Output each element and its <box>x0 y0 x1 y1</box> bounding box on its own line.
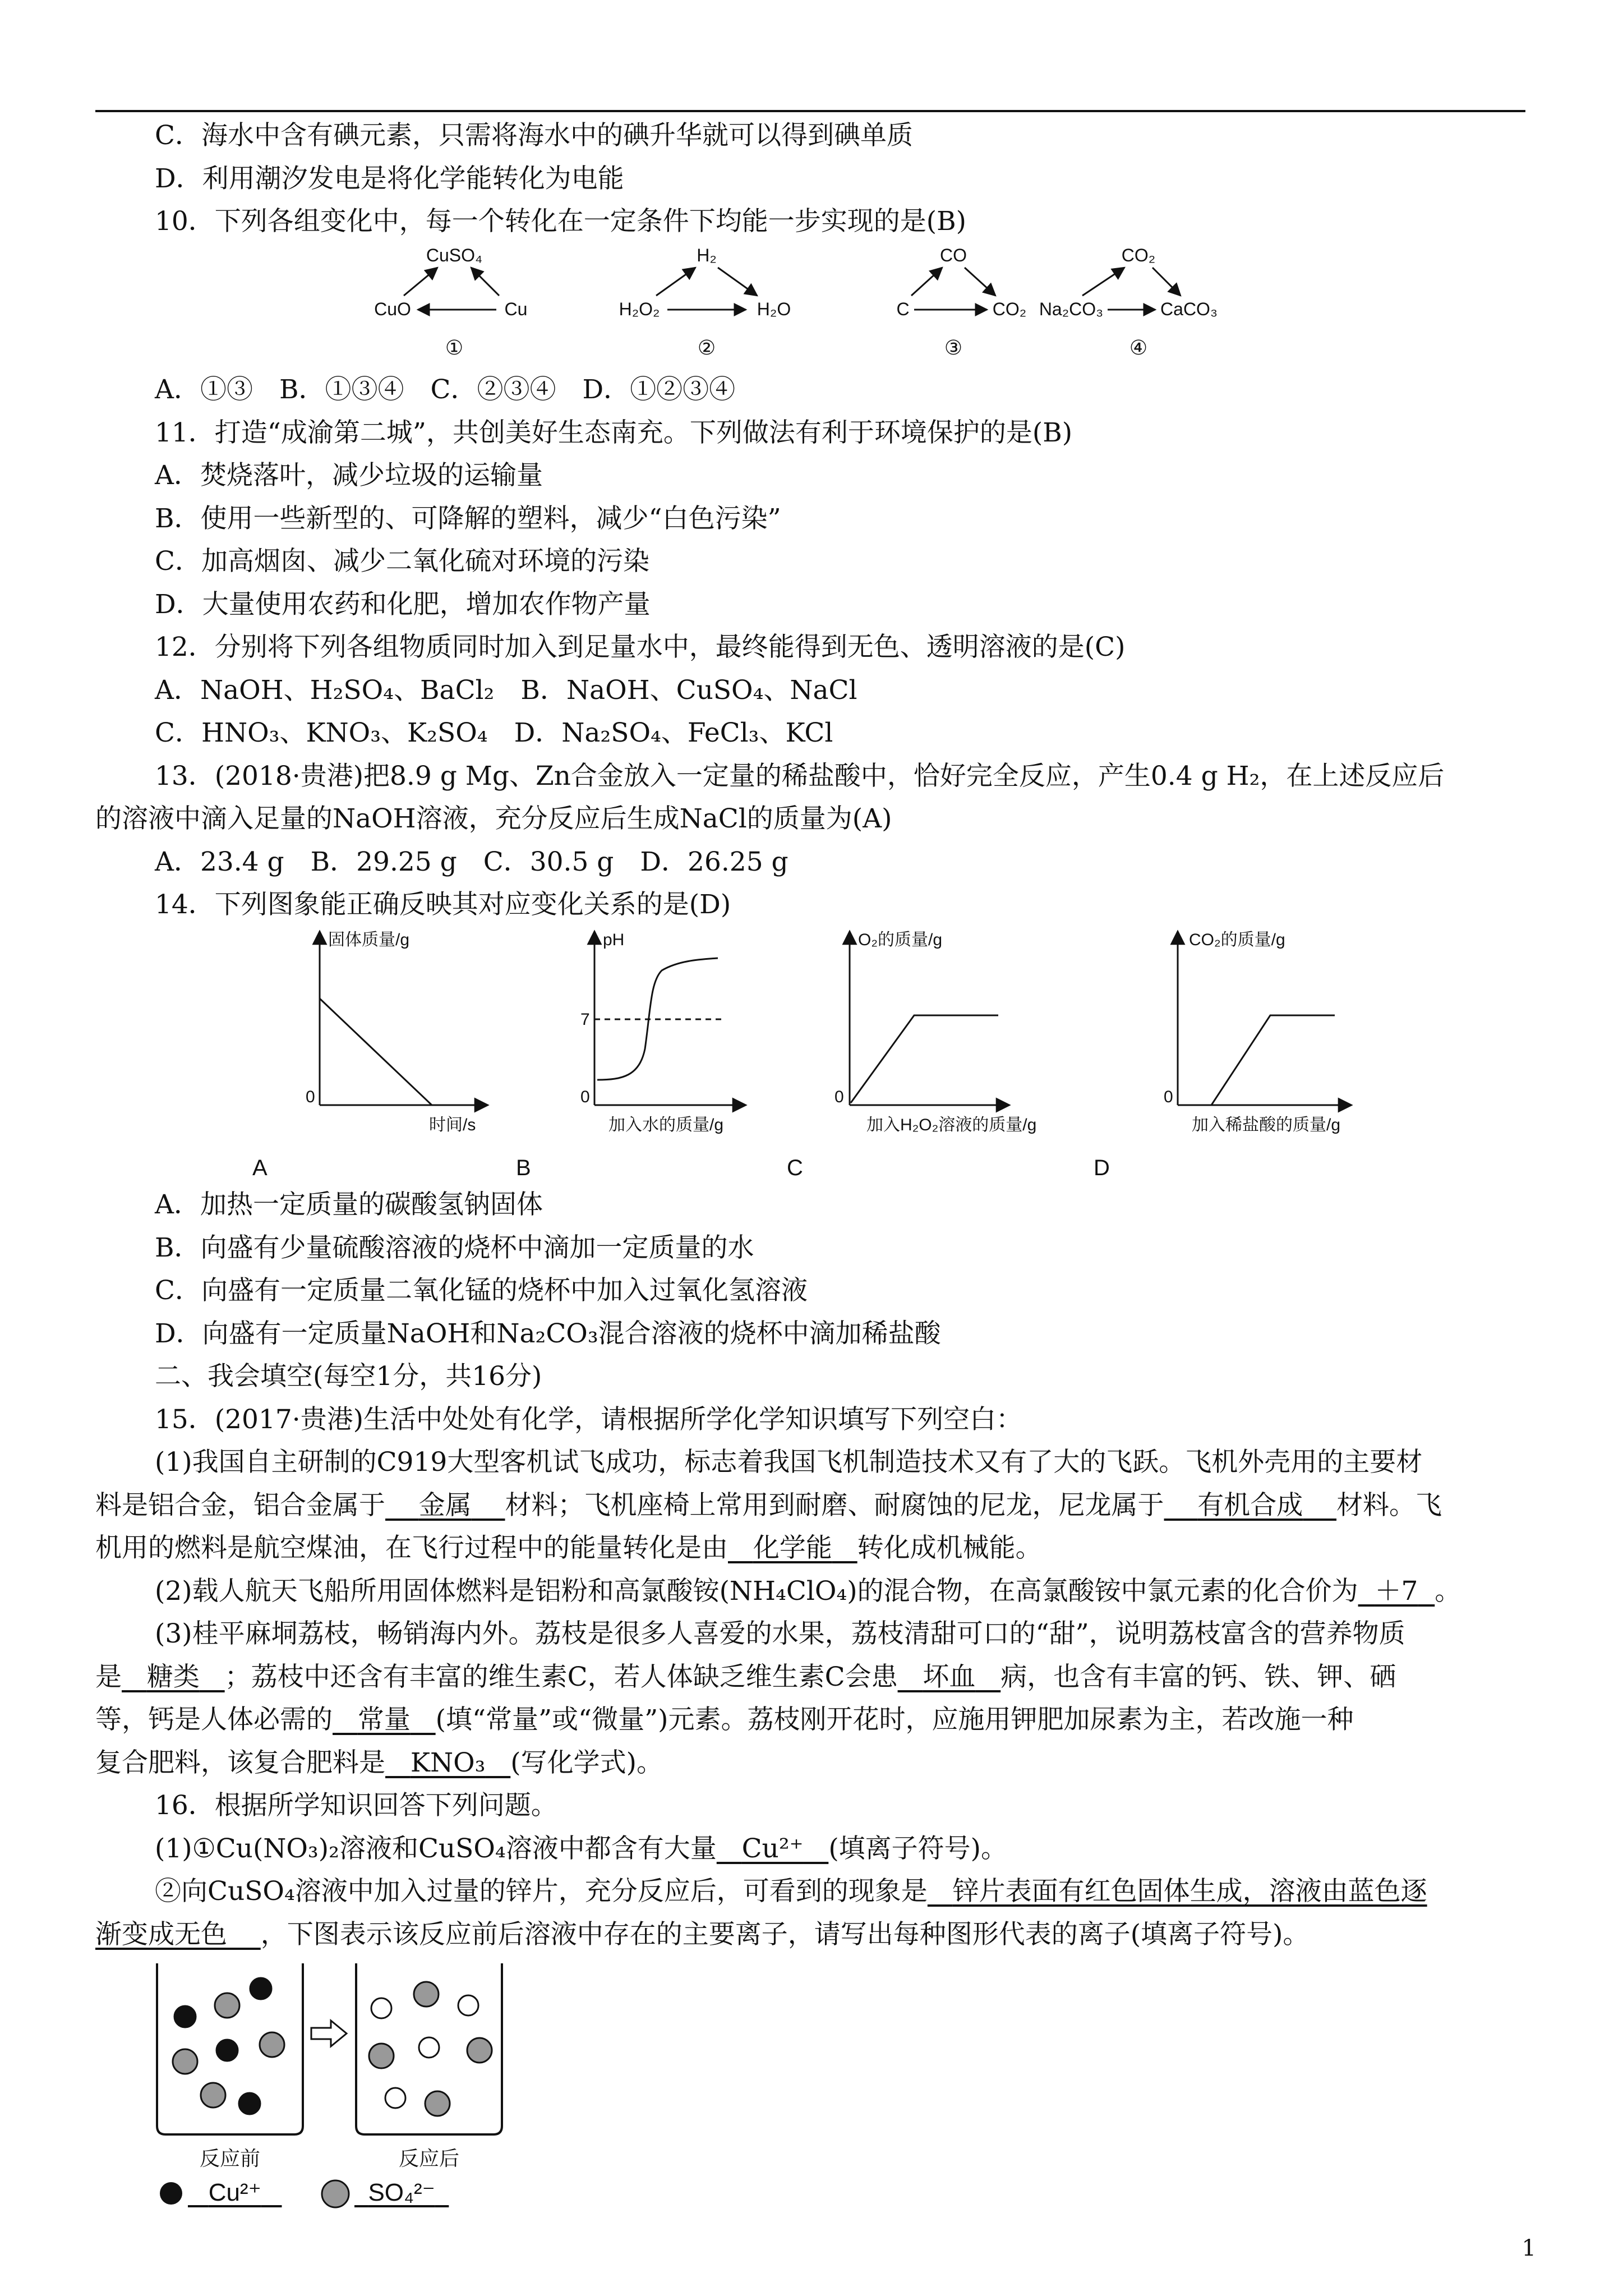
reaction-arrow <box>311 2021 347 2046</box>
q13-line-1: 13．(2018·贵港)把8.9 g Mg、Zn合金放入一定量的稀盐酸中，恰好完全反应，产生0.4 g H₂，在上述反应后 <box>155 761 1445 792</box>
zinc-ion <box>458 1995 478 2016</box>
q10-diagram-4 <box>1039 245 1218 359</box>
q10-d1-right: Cu <box>504 299 528 319</box>
q13-options: A．23.4 g B．29.25 g C．30.5 g D．26.25 g <box>155 846 789 877</box>
q14-option-a: A．加热一定质量的碳酸氢钠固体 <box>155 1189 543 1220</box>
q14-graph-c <box>787 931 1036 1180</box>
q14-option-c: C．向盛有一定质量二氧化锰的烧杯中加入过氧化氢溶液 <box>155 1275 808 1306</box>
q10-d3-right: CO₂ <box>992 299 1027 319</box>
q14-a-ylabel: 固体质量/g <box>328 931 410 949</box>
q16-part1: (1)①Cu(NO₃)₂溶液和CuSO₄溶液中都含有大量 Cu²⁺ (填离子符号)。 <box>155 1833 1007 1864</box>
q15-answer-4: ＋7 <box>1375 1576 1418 1607</box>
q16-beakers-diagram <box>146 1958 572 2171</box>
q10-d1-number: ① <box>445 336 464 359</box>
q10-diagram-3 <box>896 245 1026 359</box>
q15-answer-7: 常量 <box>357 1704 411 1735</box>
q12-options-cd: C．HNO₃、KNO₃、K₂SO₄ D．Na₂SO₄、FeCl₃、KCl <box>155 717 833 748</box>
q11-option-d: D．大量使用农药和化肥，增加农作物产量 <box>155 589 651 620</box>
q15-answer-6: 坏血 <box>923 1662 976 1692</box>
q14-a-letter: A <box>252 1156 268 1180</box>
q15-part3-line3: 等，钙是人体必需的 常量 (填“常量”或“微量”)元素。荔枝刚开花时，应施用钾肥加尿素为主，若改施一种 <box>95 1704 1354 1735</box>
q10-d2-right: H₂O <box>757 299 791 319</box>
q10-d1-left: CuO <box>374 299 411 319</box>
header-rule <box>95 110 1525 112</box>
q10-d4-top: CO₂ <box>1121 245 1156 265</box>
q10-diagram-2 <box>619 245 791 359</box>
q12-options-ab: A．NaOH、H₂SO₄、BaCl₂ B．NaOH、CuSO₄、NaCl <box>155 675 857 706</box>
legend-gray-answer: SO₄²⁻ <box>368 2179 435 2206</box>
sulfate-ion <box>201 2083 225 2108</box>
sulfate-ion <box>467 2038 492 2063</box>
q14-c-letter: C <box>787 1156 803 1180</box>
q11-stem: 11．打造“成渝第二城”，共创美好生态南充。下列做法有利于环境保护的是(B) <box>155 417 1073 448</box>
q14-d-xlabel: 加入稀盐酸的质量/g <box>1192 1116 1341 1134</box>
q15-part1-line2: 料是铝合金，铝合金属于 金属 材料；飞机座椅上常用到耐磨、耐腐蚀的尼龙，尼龙属于 有机合成 材料。飞 <box>95 1490 1442 1521</box>
q14-c-origin: 0 <box>834 1088 844 1106</box>
sulfate-ion <box>260 2032 284 2057</box>
q16-answer-2b: 渐变成无色 <box>95 1919 227 1950</box>
q14-a-origin: 0 <box>306 1088 315 1106</box>
sulfate-ion <box>414 1982 439 2007</box>
q14-c-ylabel: O₂的质量/g <box>858 931 942 949</box>
q10-d2-number: ② <box>697 336 716 359</box>
q13-line-2: 的溶液中滴入足量的NaOH溶液，充分反应后生成NaCl的质量为(A) <box>95 803 892 834</box>
q14-c-xlabel: 加入H₂O₂溶液的质量/g <box>866 1116 1037 1134</box>
zinc-ion <box>419 2037 439 2058</box>
beaker-before <box>157 1963 303 2170</box>
q14-graph-a <box>252 931 488 1180</box>
q16-answer-1: Cu²⁺ <box>741 1833 804 1864</box>
q15-part3-line4: 复合肥料，该复合肥料是 KNO₃ (写化学式)。 <box>95 1747 663 1778</box>
q10-d3-left: C <box>896 299 910 319</box>
q14-graph-b <box>516 931 746 1180</box>
q14-d-letter: D <box>1094 1156 1110 1180</box>
q14-c-curve <box>851 1015 998 1103</box>
q10-options: A．①③ B．①③④ C．②③④ D．①②③④ <box>155 374 736 405</box>
q14-b-xlabel: 加入水的质量/g <box>608 1116 724 1134</box>
q14-d-curve <box>1178 1015 1335 1105</box>
legend-gray-circle <box>320 2178 351 2210</box>
q15-part2: (2)载人航天飞船所用固体燃料是铝粉和高氯酸铵(NH₄ClO₄)的混合物，在高氯酸铵中氯元素的化合价为 ＋7 。 <box>155 1576 1461 1607</box>
q11-option-c: C．加高烟囱、减少二氧化硫对环境的污染 <box>155 546 649 577</box>
q16-legend <box>157 2174 550 2219</box>
after-label: 反应后 <box>398 2147 460 2170</box>
q15-answer-3: 化学能 <box>753 1533 832 1563</box>
q14-b-ylabel: pH <box>603 931 625 949</box>
q16-part2-line1: ②向CuSO₄溶液中加入过量的锌片，充分反应后，可看到的现象是 锌片表面有红色固体生成，溶液由蓝色逐 <box>155 1876 1427 1907</box>
sulfate-ion <box>215 1993 239 2018</box>
q11-option-a: A．焚烧落叶，减少垃圾的运输量 <box>155 460 543 491</box>
q10-d3-top: CO <box>940 245 967 265</box>
q15-answer-5: 糖类 <box>146 1662 200 1692</box>
q14-option-d: D．向盛有一定质量NaOH和Na₂CO₃混合溶液的烧杯中滴加稀盐酸 <box>155 1318 941 1349</box>
q15-answer-1: 金属 <box>418 1490 472 1521</box>
q10-d4-right: CaCO₃ <box>1160 299 1218 319</box>
before-label: 反应前 <box>199 2147 261 2170</box>
q15-part3-line2: 是 糖类 ；荔枝中还含有丰富的维生素C，若人体缺乏维生素C会患 坏血 病，也含有丰富的钙、铁、钾、硒 <box>95 1662 1396 1692</box>
section-2-heading: 二、我会填空(每空1分，共16分) <box>155 1361 542 1392</box>
q10-d2-left: H₂O₂ <box>619 299 660 319</box>
q15-stem: 15．(2017·贵港)生活中处处有化学，请根据所学化学知识填写下列空白： <box>155 1404 1023 1435</box>
q14-b-origin: 0 <box>580 1088 590 1106</box>
q15-part3-line1: (3)桂平麻垌荔枝，畅销海内外。荔枝是很多人喜爱的水果，荔枝清甜可口的“甜”，说明荔枝富含的营养物质 <box>155 1618 1405 1649</box>
q9-option-d: D．利用潮汐发电是将化学能转化为电能 <box>155 163 624 194</box>
zinc-ion <box>385 2088 405 2108</box>
q10-diagram-1 <box>374 245 527 359</box>
q16-stem: 16．根据所学知识回答下列问题。 <box>155 1790 557 1821</box>
q14-d-origin: 0 <box>1164 1088 1173 1106</box>
legend-black-answer: Cu²⁺ <box>208 2179 261 2206</box>
cu-ion <box>174 2006 196 2027</box>
q15-answer-8: KNO₃ <box>410 1747 486 1778</box>
q14-option-b: B．向盛有少量硫酸溶液的烧杯中滴加一定质量的水 <box>155 1232 754 1263</box>
q14-b-tick-7: 7 <box>580 1010 590 1029</box>
sulfate-ion <box>173 2049 197 2074</box>
q14-b-letter: B <box>516 1156 531 1180</box>
page-number: 1 <box>1521 2235 1536 2261</box>
sulfate-ion <box>369 2044 394 2068</box>
q15-part1-line1: (1)我国自主研制的C919大型客机试飞成功，标志着我国飞机制造技术又有了大的飞跃。飞机外壳用的主要材 <box>155 1447 1423 1478</box>
sulfate-ion <box>425 2091 450 2116</box>
q10-d4-number: ④ <box>1129 336 1148 359</box>
q14-graphs <box>236 920 1413 1200</box>
q10-d1-top: CuSO₄ <box>426 245 483 265</box>
q10-d3-number: ③ <box>944 336 963 359</box>
q16-answer-2a: 锌片表面有红色固体生成，溶液由蓝色逐 <box>952 1876 1427 1907</box>
q12-stem: 12．分别将下列各组物质同时加入到足量水中，最终能得到无色、透明溶液的是(C) <box>155 632 1126 662</box>
q10-stem: 10．下列各组变化中，每一个转化在一定条件下均能一步实现的是(B) <box>155 206 967 237</box>
q15-answer-2: 有机合成 <box>1197 1490 1303 1521</box>
q16-part2-line2: 渐变成无色 ，下图表示该反应前后溶液中存在的主要离子，请写出每种图形代表的离子(填离子符号)。 <box>95 1919 1310 1950</box>
q15-part1-line3: 机用的燃料是航空煤油，在飞行过程中的能量转化是由 化学能 转化成机械能。 <box>95 1533 1042 1563</box>
legend-black-circle <box>157 2179 185 2207</box>
q10-conversion-diagrams <box>374 242 1223 366</box>
q14-stem: 14．下列图象能正确反映其对应变化关系的是(D) <box>155 889 731 920</box>
q9-option-c: C．海水中含有碘元素，只需将海水中的碘升华就可以得到碘单质 <box>155 120 913 151</box>
zinc-ion <box>371 1998 391 2018</box>
q14-a-curve <box>320 999 432 1105</box>
cu-ion <box>250 1978 271 1999</box>
q14-graph-d <box>1094 931 1352 1180</box>
q11-option-b: B．使用一些新型的、可降解的塑料，减少“白色污染” <box>155 503 781 534</box>
cu-ion <box>216 2040 238 2061</box>
beaker-after <box>356 1963 502 2170</box>
q14-a-xlabel: 时间/s <box>429 1116 476 1134</box>
q10-d2-top: H₂ <box>697 245 717 265</box>
cu-ion <box>239 2093 260 2114</box>
q10-d4-left: Na₂CO₃ <box>1039 299 1104 319</box>
q14-d-ylabel: CO₂的质量/g <box>1189 931 1285 949</box>
